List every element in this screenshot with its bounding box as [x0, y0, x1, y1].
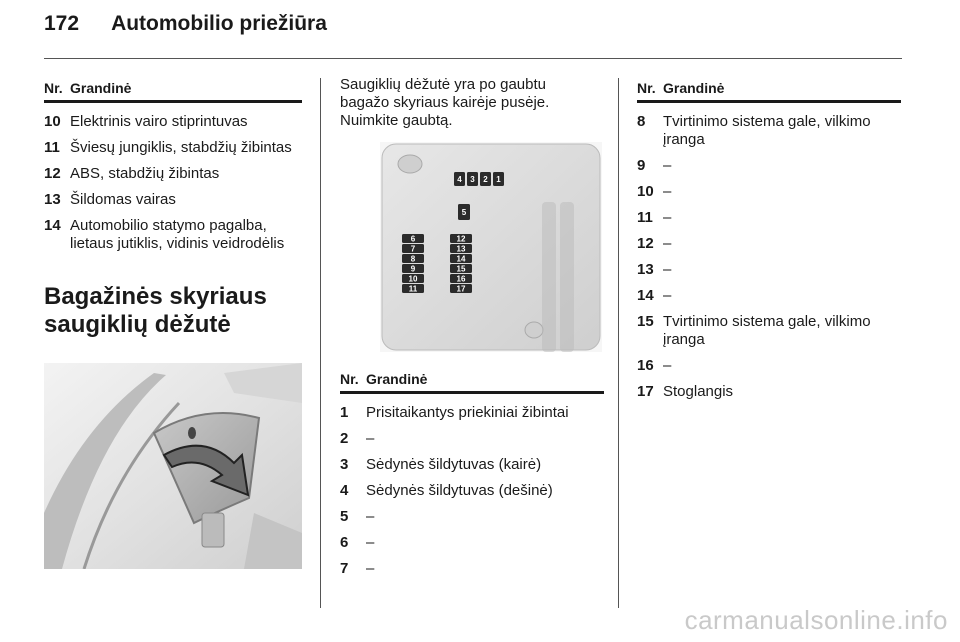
fuse-label: 9	[410, 264, 416, 274]
fuse-number: 13	[637, 261, 654, 278]
circuit-name: Prisitaikantys priekiniai žibintai	[366, 404, 569, 421]
table-row	[340, 482, 604, 500]
circuit-name: –	[366, 560, 375, 577]
header-rule	[44, 58, 902, 59]
col-nr-header: Nr.	[340, 371, 359, 387]
page-header	[44, 12, 327, 36]
table-row	[637, 113, 901, 149]
fuse-number: 16	[637, 357, 654, 374]
table-row	[637, 157, 901, 175]
circuit-name: Stoglangis	[663, 383, 734, 400]
table-row	[637, 209, 901, 227]
col-nr-header: Nr.	[637, 80, 656, 96]
circuit-name: –	[663, 261, 672, 278]
column-middle	[340, 76, 604, 578]
location-text: Saugiklių dėžutė yra po gaubtu bagažo skyriaus kairėje pusėje. Nuimkite gaubtą.	[340, 76, 550, 129]
circuit-name: Šildomas vairas	[70, 191, 176, 208]
fuse-label: 12	[456, 234, 466, 244]
fuse-number: 11	[44, 139, 60, 156]
fuse-label: 11	[408, 284, 418, 294]
table-row	[44, 139, 302, 157]
table-row	[340, 430, 604, 448]
circuit-name: Tvirtinimo sistema gale, vilkimo įranga	[663, 113, 871, 148]
fuse-number: 7	[340, 560, 349, 577]
fuse-number: 13	[44, 191, 61, 208]
circuit-name: –	[663, 183, 672, 200]
table-header	[637, 80, 901, 103]
column-right	[637, 80, 901, 401]
fuse-table-2	[340, 371, 604, 578]
fuse-number: 5	[340, 508, 349, 525]
table-header	[340, 371, 604, 394]
circuit-name: Sėdynės šildytuvas (dešinė)	[366, 482, 553, 499]
fuse-label: 7	[410, 244, 416, 254]
fuse-number: 15	[637, 313, 654, 330]
fuse-number: 4	[340, 482, 349, 499]
page-title: Automobilio priežiūra	[111, 12, 327, 35]
page-number: 172	[44, 12, 80, 35]
table-row	[340, 508, 604, 526]
fuse-label: 5	[461, 208, 467, 217]
circuit-name: Elektrinis vairo stiprintuvas	[70, 113, 248, 130]
fuse-number: 11	[637, 209, 653, 226]
fuse-label: 15	[456, 264, 466, 274]
trunk-cover-photo	[44, 363, 302, 569]
circuit-name: –	[663, 357, 672, 374]
fuse-number: 12	[44, 165, 61, 182]
fuse-number: 10	[44, 113, 61, 130]
table-header	[44, 80, 302, 103]
fuse-label: 8	[410, 254, 416, 264]
circuit-name: –	[366, 430, 375, 447]
fuse-label: 3	[470, 175, 475, 184]
circuit-name: –	[366, 534, 375, 551]
col-circuit-header: Grandinė	[70, 80, 132, 96]
fuse-number: 8	[637, 113, 646, 130]
table-row	[44, 191, 302, 209]
column-divider	[320, 78, 321, 608]
table-row	[637, 383, 901, 401]
table-row	[637, 313, 901, 349]
fuse-label: 6	[410, 234, 416, 244]
fuse-number: 17	[637, 383, 654, 400]
fuse-number: 2	[340, 430, 349, 447]
table-row	[637, 183, 901, 201]
col-circuit-header: Grandinė	[663, 80, 725, 96]
fuse-label: 2	[483, 175, 488, 184]
table-row	[340, 456, 604, 474]
circuit-name: –	[663, 209, 672, 226]
column-left	[44, 80, 302, 574]
fuse-table-1	[44, 80, 302, 253]
col-nr-header: Nr.	[44, 80, 63, 96]
fuse-box-photo	[380, 142, 602, 352]
table-row	[340, 404, 604, 422]
section-heading: Bagažinės skyriaus saugiklių dėžutė	[44, 283, 267, 338]
circuit-name: –	[663, 235, 672, 252]
fuse-label: 1	[496, 175, 501, 184]
fuse-label: 10	[408, 274, 418, 284]
fuse-label: 4	[457, 175, 462, 184]
column-divider	[618, 78, 619, 608]
table-row	[340, 560, 604, 578]
table-row	[340, 534, 604, 552]
circuit-name: –	[663, 287, 672, 304]
table-row	[637, 287, 901, 305]
table-row	[44, 165, 302, 183]
circuit-name: –	[663, 157, 672, 174]
col-circuit-header: Grandinė	[366, 371, 428, 387]
fuse-table-3	[637, 80, 901, 401]
table-row	[44, 217, 302, 253]
table-row	[44, 113, 302, 131]
fuse-number: 6	[340, 534, 349, 551]
fuse-number: 14	[637, 287, 654, 304]
watermark: carmanualsonline.info	[684, 605, 948, 635]
fuse-label: 16	[456, 274, 466, 284]
fuse-label: 17	[456, 284, 466, 294]
fuse-number: 10	[637, 183, 654, 200]
fuse-number: 12	[637, 235, 654, 252]
table-row	[637, 261, 901, 279]
circuit-name: Šviesų jungiklis, stabdžių žibintas	[70, 139, 292, 156]
fuse-number: 1	[340, 404, 349, 421]
fuse-label: 14	[456, 254, 466, 264]
circuit-name: Sėdynės šildytuvas (kairė)	[366, 456, 542, 473]
fuse-label: 13	[456, 244, 466, 254]
circuit-name: ABS, stabdžių žibintas	[70, 165, 220, 182]
circuit-name: –	[366, 508, 375, 525]
table-row	[637, 357, 901, 375]
fuse-number: 14	[44, 217, 61, 234]
fuse-number: 9	[637, 157, 646, 174]
circuit-name: Tvirtinimo sistema gale, vilkimo įranga	[663, 313, 871, 348]
circuit-name: Automobilio statymo pagalba, lietaus jutiklis, vidinis veidrodėlis	[70, 217, 285, 252]
fuse-number: 3	[340, 456, 349, 473]
table-row	[637, 235, 901, 253]
